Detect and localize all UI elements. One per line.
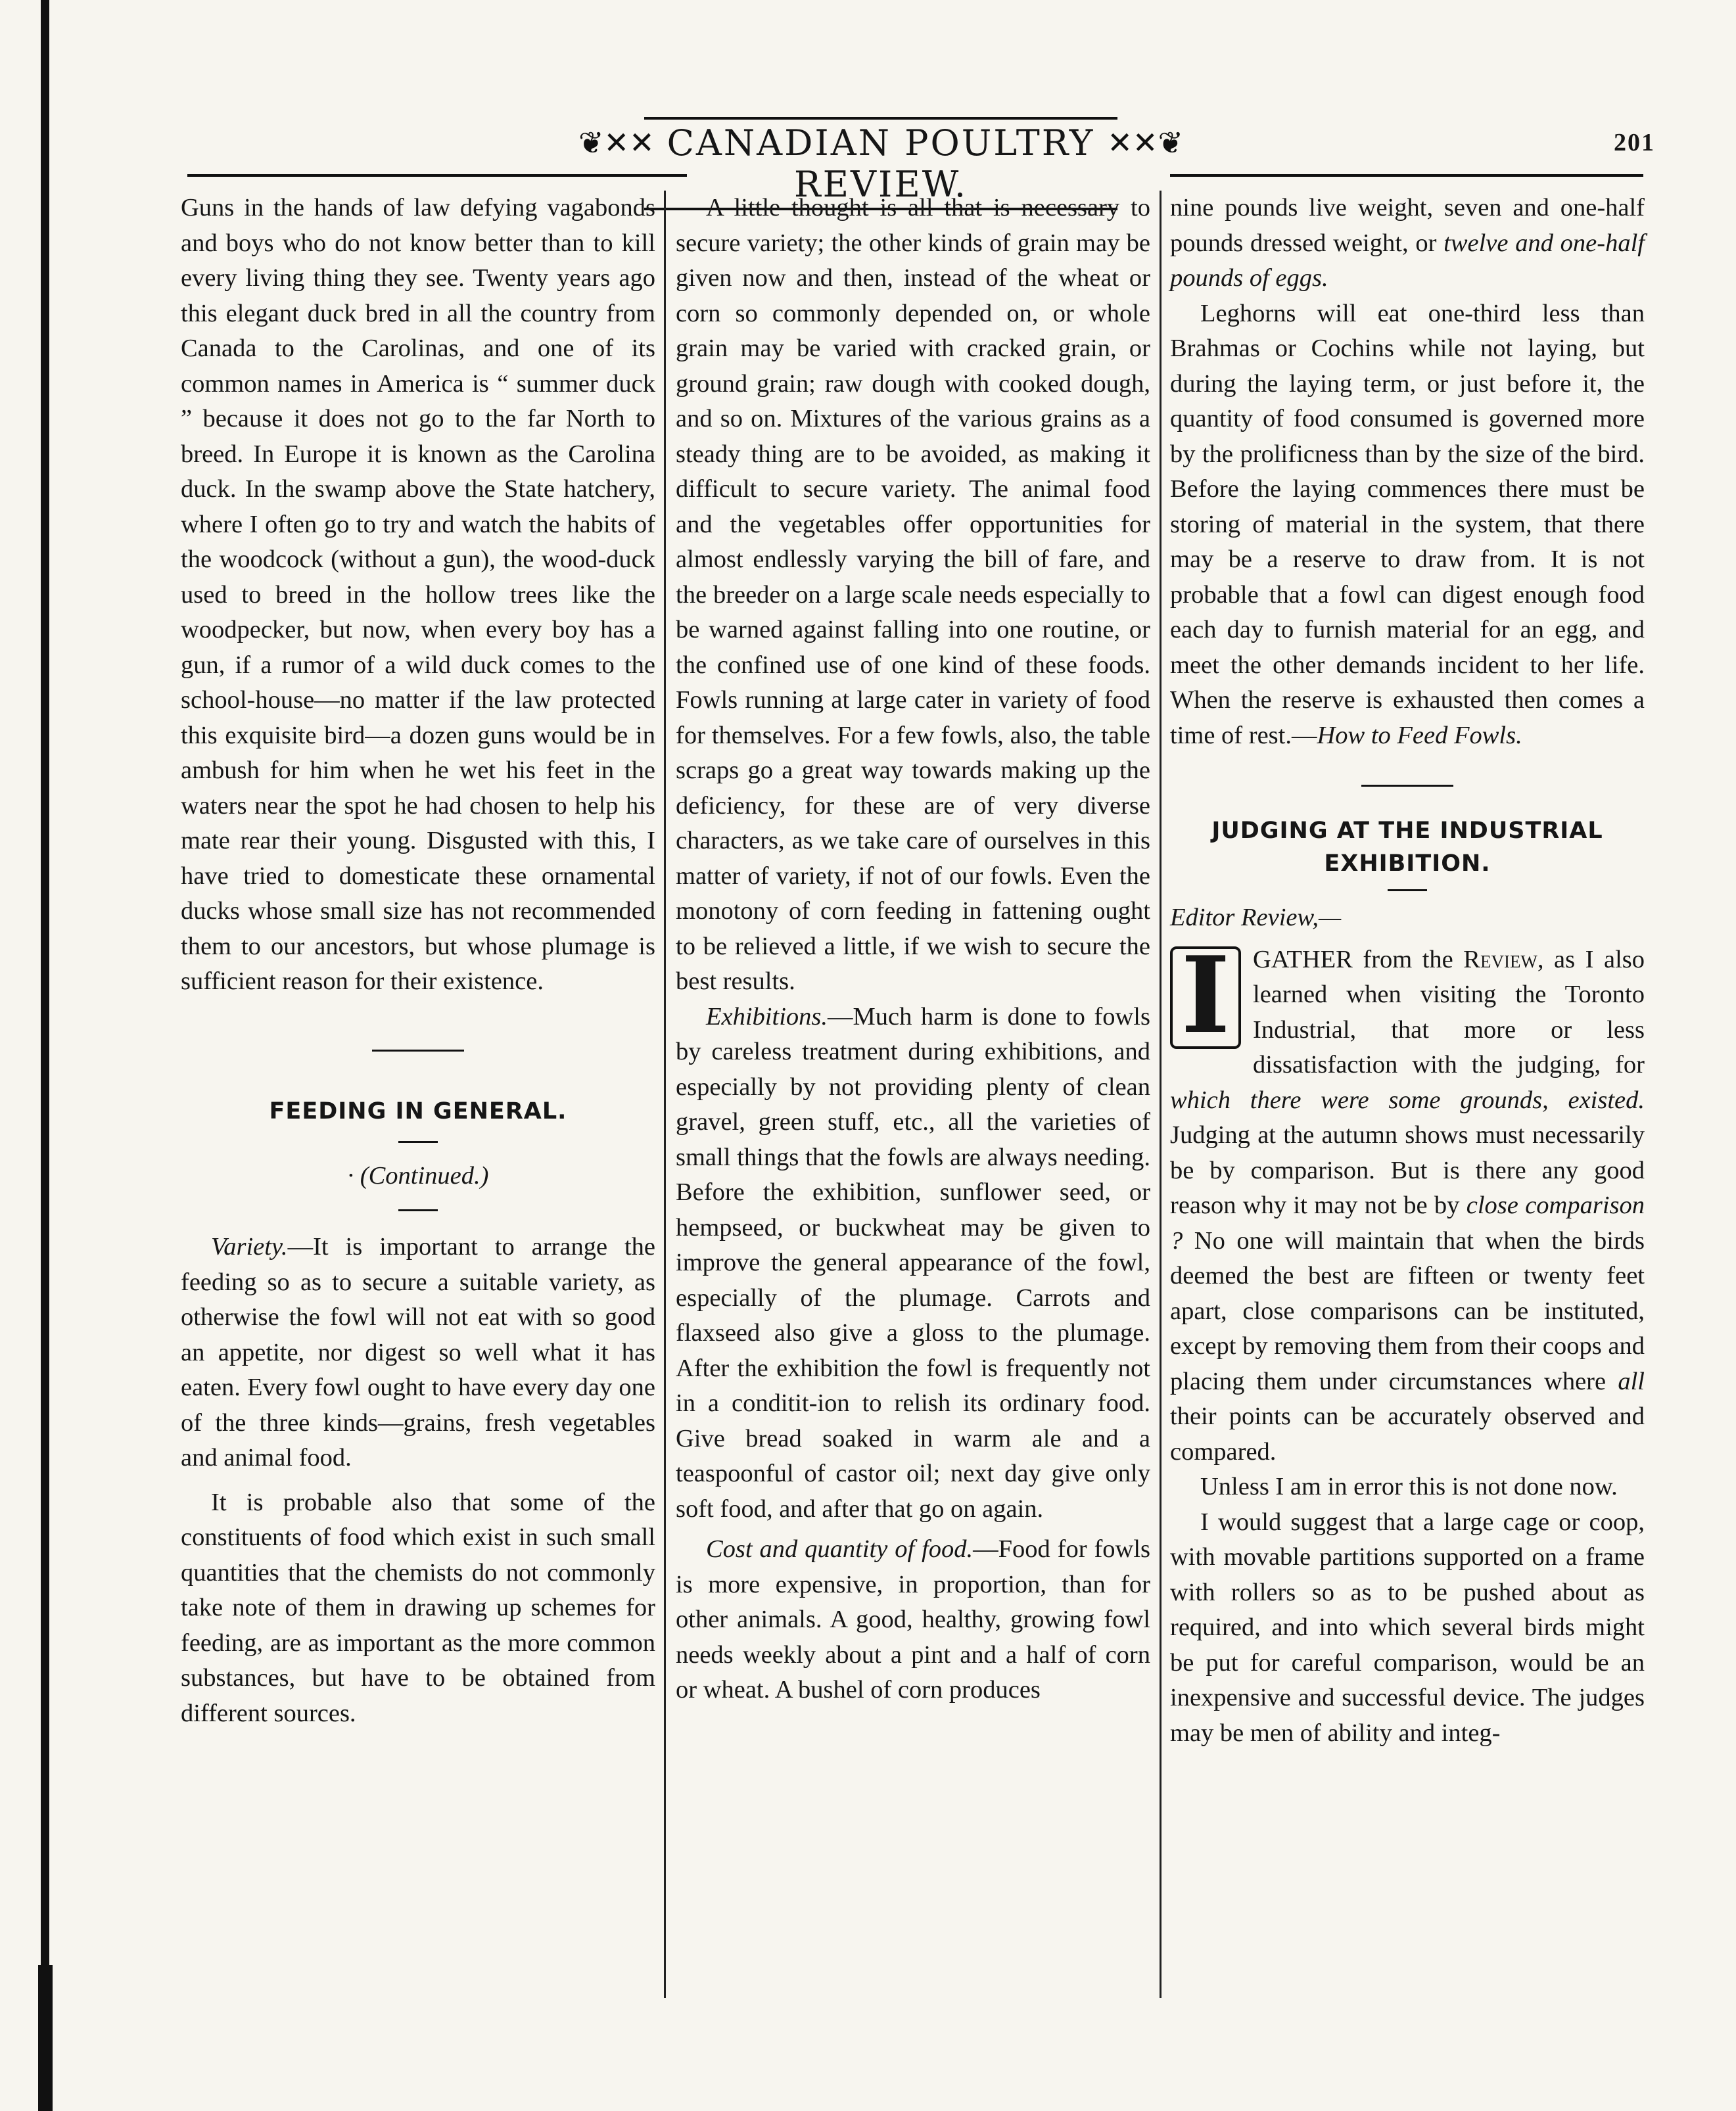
continued-note: · (Continued.) [347,1161,489,1190]
drop-cap: I [1170,946,1241,1049]
letter-text-c: which there were some grounds, existed. [1170,1086,1645,1114]
review-name: Review [1463,945,1537,973]
wood-duck-paragraph: Guns in the hands of law defying vagabonds and boys who do not know better than to kill every living thing they see. Twenty years ago this elegant duck bred in all the country from Canada to the Carolinas, and one of its common names in America is “ summer duck ” because it does not go to the far North to breed. In Europe it is known as the Carolina duck. In the swamp above the State hatchery, where I often go to try and watch the habits of the woodcock (without a gun), the wood-duck used to breed in the hollow trees like the woodpecker, but now, when every boy has a gun, if a rumor of a wild duck comes to the school-house—no matter if the law protected this exquisite bird—a dozen guns would be in ambush for him when he wet his feet in the waters near the spot he had chosen to help his mate rear their young. Disgusted with this, I have tried to domesticate these ornamental ducks whose small size has not recommended them to our ancestors, but whose plumage is sufficient reason for their existence. [181,194,655,995]
weight-text: nine pounds live weight, seven and one-half pounds dressed weight, or [1170,194,1645,257]
variety-lead: Variety. [211,1233,288,1261]
masthead [578,105,1183,205]
cost-text: —Food for fowls is more expensive, in proportion, than for other animals. A good, healthy, growing fowl needs weekly about a pint and a half of corn or wheat. A bushel of corn produces [676,1535,1150,1704]
letter-text-b: , as I also learned when visiting the Toronto Industrial, that more or less dissatisfaction with the judging, for [1253,945,1645,1079]
variety-thought-paragraph: A little thought is all that is necessary to secure variety; the other kinds of grain may be given now and then, instead of the wheat or corn so commonly depended on, or whole grain may be varied with cracked grain, or ground grain; raw dough with cooked dough, and so on. Mixtures of the various grains as a steady thing are to be avoided, as making it difficult to secure variety. The animal food and the vegetables offer opportunities for almost endlessly varying the bill of fare, and the breeder on a large scale needs especially to be warned against falling into one routine, or the confined use of one kind of these foods. Fowls running at large cater in variety of food for themselves. For a few fowls, also, the table scraps go a great way towards making up the deficiency, for these are of very diverse characters, as we take care of ourselves in this matter of variety, if not of our fowls. Even the monotony of corn feeding in fattening ought to be relieved a little, if we wish to secure the best results. [676,194,1150,995]
leghorns-text: Leghorns will eat one-third less than Brahmas or Cochins while not laying, but during the laying term, or just before it, the quantity of food consumed is governed more by the prolificness than by the size of the bird. Before the laying commences there must be storing of material in the system, that there may be a reserve to draw from. It is not probable that a fowl can digest enough food each day to furnish material for an egg, and meet the other demands incident to her life. When the reserve is exhausted then comes a time of rest.— [1170,299,1645,749]
constituents-paragraph: It is probable also that some of the constituents of food which exist in such small quantities that the chemists do not commonly take note of them in drawing up schemes for feeding, are as important as the more common substances, but have to be obtained from different sources. [181,1488,655,1727]
cost-lead: Cost and quantity of food. [706,1535,974,1563]
letter-text-h: their points can be accurately observed and compared. [1170,1403,1645,1466]
letter-paragraph [1170,942,1645,1470]
letter-text-g: all [1618,1367,1645,1395]
weight-paragraph [1170,191,1645,296]
exhibitions-text: —Much harm is done to fowls by careless treatment during exhibitions, and especially by not providing plenty of clean gravel, green stuff, etc., all the varieties of small things that the fowls are always needing. Before the exhibition, sunflower seed, or hempseed, or buckwheat may be given to improve the general appearance of the fowl, especially of the plumage. Carrots and flaxseed also give a gloss to the plumage. After the exhibition the fowl is frequently not in a conditit-ion to relish its ordinary food. Give bread soaked in warm ale and a teaspoonful of castor oil; next day give only soft food, and after that go on again. [676,1002,1150,1523]
letter-text-a: GATHER from the [1253,945,1464,973]
salutation [1170,900,1645,936]
feeding-heading: FEEDING IN GENERAL. [269,1098,567,1125]
cost-paragraph [676,1532,1150,1708]
leghorns-source: How to Feed Fowls. [1317,721,1522,749]
binding-edge-lower [38,1965,53,2111]
weight-eggs: twelve and one-half pounds of eggs. [1170,229,1645,292]
suggest-paragraph: I would suggest that a large cage or coop, with movable partitions supported on a frame with rollers so as to be pushed about as required, and into which several birds might be put for careful comparison, would be an inexpensive and successful device. The judges may be men of ability and integ- [1170,1508,1645,1747]
salutation-text: Editor Review,— [1170,904,1342,931]
variety-paragraph [181,1230,655,1476]
judging-heading: JUDGING AT THE INDUSTRIAL EXHIBITION. [1211,818,1603,877]
exhibitions-lead: Exhibitions. [706,1002,828,1031]
exhibitions-paragraph [676,1000,1150,1527]
leghorns-paragraph [1170,296,1645,754]
column-1 [181,191,655,1731]
ornament-left-icon: ❦✕✕ [578,125,655,160]
letter-body [1170,942,1645,1470]
letter-text-d: Judging at the autumn shows must necessarily be by comparison. But is there any good reason why it may not be by [1170,1121,1645,1219]
column-2 [676,191,1150,1708]
column-divider-1 [664,191,666,1998]
ornament-right-icon: ✕✕❦ [1107,125,1183,160]
variety-text: —It is important to arrange the feeding so as to secure a suitable variety, as otherwise the fowl will not eat with so good an appetite, nor digest so well what it has eaten. Every fowl ought to have every day one of the three kinds—grains, fresh vegetables and animal food. [181,1233,655,1472]
column-divider-2 [1160,191,1161,1998]
header-rule-right [1170,174,1643,177]
masthead-title: CANADIAN POULTRY REVIEW. [644,117,1117,210]
header-rule-left [187,174,687,177]
binding-edge [41,0,49,2111]
unless-paragraph: Unless I am in error this is not done now. [1200,1473,1618,1500]
letter-text-e: close comparison ? [1170,1192,1645,1255]
page-number: 201 [1614,129,1655,156]
column-3 [1170,191,1645,1751]
letter-text-f: No one will maintain that when the birds deemed the best are fifteen or twenty feet apart, close comparisons can be instituted, except by removing them from their coops and placing them under circumstances where [1170,1226,1645,1395]
